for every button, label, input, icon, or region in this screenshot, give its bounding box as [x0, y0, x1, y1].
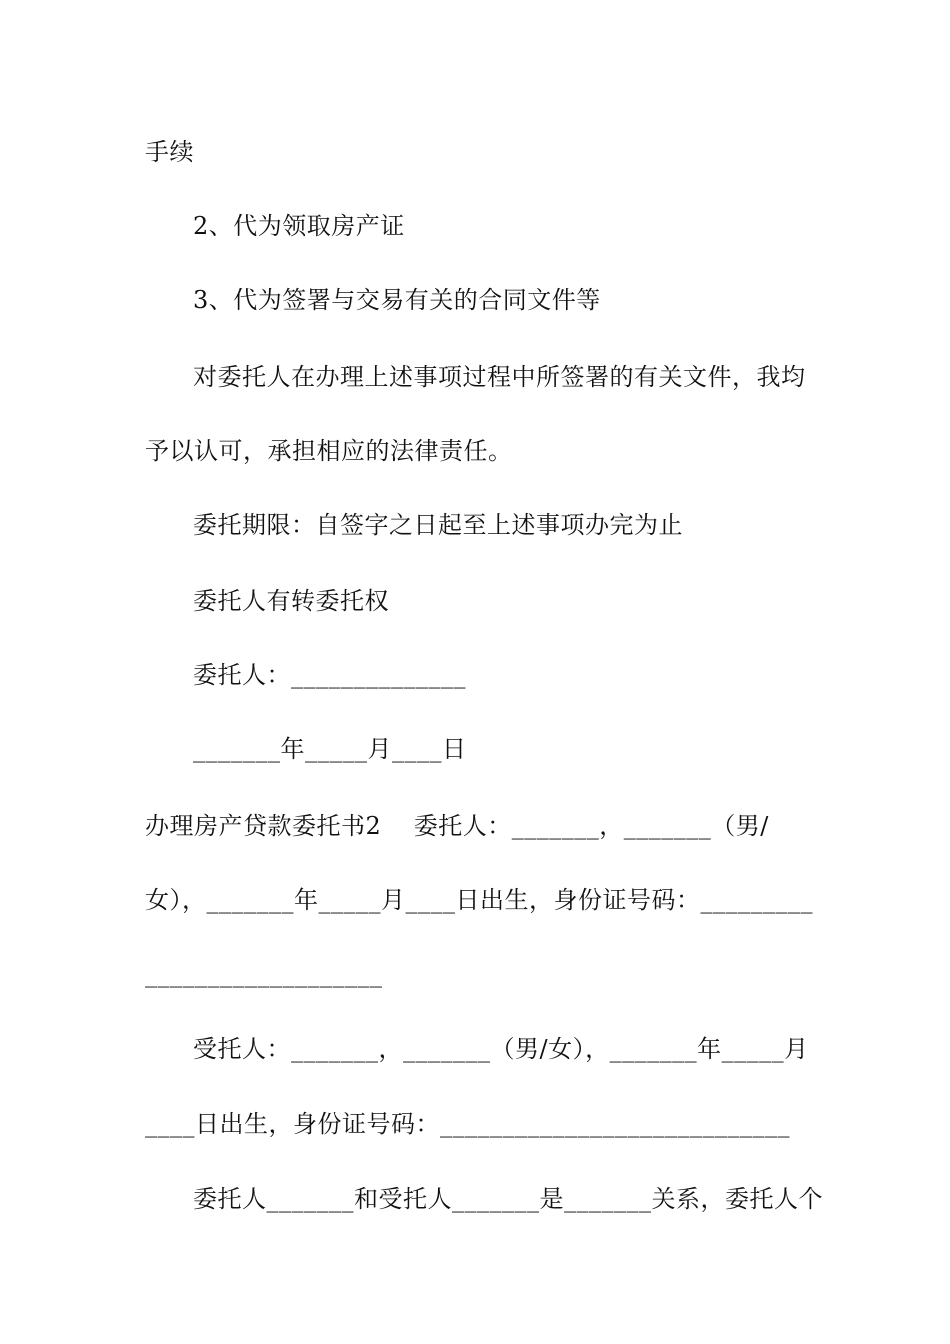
document-2-heading-principal: 办理房产贷款委托书2 委托人：_______，_______（男/ — [145, 812, 769, 840]
sub-delegation-right: 委托人有转委托权 — [193, 587, 389, 615]
id-number-blank: ___________________ — [145, 960, 383, 988]
text-line-continuation: 手续 — [145, 138, 194, 166]
principal-birth-id: 女），_______年_____月____日出生，身份证号码：_________ — [145, 886, 813, 914]
paragraph-acknowledgement: 对委托人在办理上述事项过程中所签署的有关文件，我均 — [193, 363, 806, 391]
list-item-2: 2、代为领取房产证 — [193, 212, 405, 240]
entrustment-period: 委托期限：自签字之日起至上述事项办完为止 — [193, 511, 683, 539]
date-line: _______年_____月____日 — [193, 735, 467, 763]
relationship-line: 委托人_______和受托人_______是_______关系，委托人个 — [193, 1185, 823, 1213]
list-item-3: 3、代为签署与交易有关的合同文件等 — [193, 286, 601, 314]
paragraph-acknowledgement-cont: 予以认可，承担相应的法律责任。 — [145, 437, 513, 465]
principal-signature-line: 委托人：______________ — [193, 661, 466, 689]
agent-birth-id: ____日出生，身份证号码：____________________________ — [145, 1110, 790, 1138]
agent-info: 受托人：_______，_______（男/女），_______年_____月 — [193, 1035, 809, 1063]
